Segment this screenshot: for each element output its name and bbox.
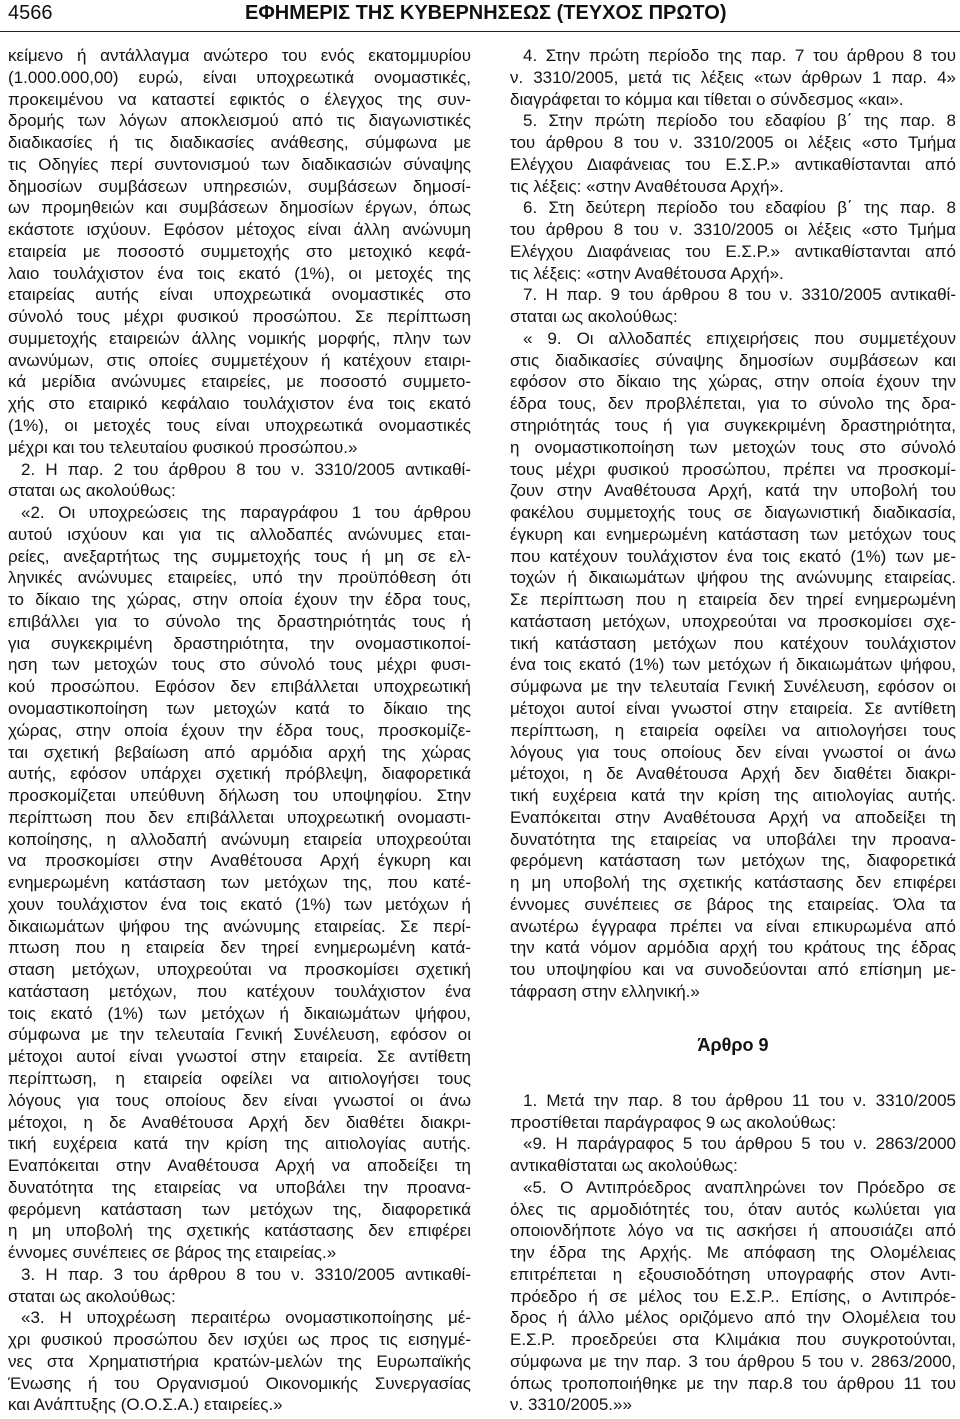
- text-line: Ελέγχου Διαφάνειας του Ε.Σ.Ρ.» αντικαθίστανται από: [510, 154, 956, 174]
- text-line: προσκομίζεται υπεύθυνη δήλωση του υποψηφίου. Στην: [8, 786, 471, 806]
- text-line: 6. Στη δεύτερη περίοδο του εδαφίου β΄ της παρ. 8: [523, 198, 956, 218]
- text-line: δυνατότητα της εταιρείας να υποβάλει την προανα-: [510, 829, 956, 849]
- text-line: δυνατότητα της εταιρείας να υποβάλει την προανα-: [8, 1177, 471, 1197]
- text-line: 4. Στην πρώτη περίοδο της παρ. 7 του άρθρου 8 του: [523, 46, 956, 65]
- text-line: τους μέχρι φυσικού προσώπου, πρέπει να προσκομί-: [510, 459, 956, 479]
- text-line: η μη υποβολή της σχετικής κατάστασης δεν επιφέρει: [510, 873, 956, 893]
- text-line: δρομής των λόγων αποκλεισμού από τις διαγωνιστικές: [8, 111, 471, 131]
- text-line: στηριότητάς τους ή για συγκεκριμένη δραστηριότητα,: [510, 416, 956, 436]
- text-line: κατάσταση μετόχων, που κατέχουν τουλάχιστον ένα: [8, 981, 471, 1001]
- text-line: επιβάλλει για το σύνολο της δραστηριότητάς τους ή: [8, 611, 471, 631]
- text-line: φακέλου συμμετοχής τους σε διαγωνιστική διαδικασία,: [510, 503, 956, 523]
- text-line: μέτοχοι, η δε Αναθέτουσα Αρχή δεν διαθέτει διακρι-: [510, 764, 956, 784]
- text-line: αντικαθίσταται ως ακολούθως:: [510, 1156, 738, 1176]
- text-line: που κατέχουν τουλάχιστον ένα τοις εκατό (1%) των με-: [510, 546, 956, 566]
- text-line: «3. Η υποχρέωση περαιτέρω ονομαστικοποίησης μέ-: [21, 1308, 471, 1328]
- gazette-title: ΕΦΗΜΕΡΙΣ ΤΗΣ ΚΥΒΕΡΝΗΣΕΩΣ (ΤΕΥΧΟΣ ΠΡΩΤΟ): [245, 2, 727, 24]
- text-line: νες στα Χρηματιστήρια κρατών-μελών της Ευρωπαϊκής: [8, 1351, 471, 1371]
- text-line: την κατά νόμον αρμόδια αρχή του κράτους της έδρας: [510, 938, 956, 958]
- paragraph: [8, 1264, 471, 1308]
- text-line: στις διαδικασίες σύναψης δημοσίων συμβάσεων και: [510, 350, 956, 370]
- text-line: « 9. Οι αλλοδαπές επιχειρήσεις που συμμετέχουν: [523, 328, 956, 348]
- text-line: φερόμενη κατάσταση των μετόχων της, διαφορετικά: [510, 851, 956, 871]
- text-line: σταση μετόχων, υποχρεούται να προσκομίσει σχετική: [8, 960, 471, 980]
- paragraph: [510, 284, 956, 328]
- text-line: έγκυρη και ενημερωμένη κατάσταση των μετόχων τους: [510, 524, 956, 544]
- text-line: του υποψηφίου και να συνοδεύονται από επίσημη με-: [510, 960, 956, 980]
- text-line: χρι φυσικού προσώπου δεν ισχύει ως προς τις εισηγμέ-: [8, 1330, 471, 1350]
- text-line: εταιρείας αυτής είναι υποχρεωτικά ονομαστικές στο: [8, 285, 471, 305]
- text-line: προστίθεται παράγραφος 9 ως ακολούθως:: [510, 1112, 837, 1132]
- paragraph: [8, 459, 471, 503]
- text-line: περίπτωση, η εταιρεία οφείλει να αιτιολογήσει τους: [8, 1068, 471, 1088]
- text-line: 5. Στην πρώτη περίοδο του εδαφίου β΄ της παρ. 8: [523, 111, 956, 131]
- text-line: τάφραση στην ελληνική.»: [510, 981, 700, 1001]
- text-line: τις λέξεις: «στην Αναθέτουσα Αρχή».: [510, 263, 784, 283]
- text-line: του άρθρου 8 του ν. 3310/2005 οι λέξεις «στο Τμήμα: [510, 220, 956, 240]
- text-line: πρόεδρο ή σε μέλος του Ε.Σ.Ρ.. Επίσης, ο Αντιπρόε-: [510, 1286, 956, 1306]
- text-line: σύμφωνα με την τελευταία Γενική Συνέλευση, εφόσον οι: [8, 1025, 471, 1045]
- text-line: η μη υποβολή της σχετικής κατάστασης δεν επιφέρει: [8, 1221, 471, 1241]
- right-column-text-bottom: [510, 1090, 956, 1416]
- text-line: τοχών ή δικαιωμάτων ψήφου της ανώνυμης εταιρείας.: [510, 568, 956, 588]
- text-line: η ονομαστικοποίηση των μετοχών τους στο σύνολό: [510, 437, 956, 457]
- text-line: περίπτωση που δεν επιβάλλεται υποχρεωτική ονομαστι-: [8, 807, 471, 827]
- text-line: 1. Μετά την παρ. 8 του άρθρου 11 του ν. 3310/2005: [523, 1090, 956, 1110]
- text-line: μέτοχοι, η δε Αναθέτουσα Αρχή δεν διαθέτει διακρι-: [8, 1112, 471, 1132]
- text-line: και Ανάπτυξης (Ο.Ο.Σ.Α.) εταιρείες.»: [8, 1395, 283, 1415]
- text-line: αυτής, εφόσον υπάρχει σχετική πρόβλεψη, διαφορετικά: [8, 764, 471, 784]
- text-line: όπως τροποποιήθηκε με την παρ.8 του άρθρου 11 του: [510, 1373, 956, 1393]
- text-line: «9. Η παράγραφος 5 του άρθρου 5 του ν. 2863/2000: [523, 1134, 956, 1154]
- text-line: ων προμηθειών και συμβάσεων δημοσίων έργων, όπως: [8, 198, 471, 218]
- text-line: χής στο εταιρικό κεφάλαιο τουλάχιστον ένα τοις εκατό: [8, 394, 471, 414]
- text-line: έννομες συνέπειες σε βάρος της εταιρείας.»: [8, 1243, 337, 1263]
- text-line: μέτοχοι αυτοί είναι γνωστοί στην εταιρεία. Σε αντίθετη: [8, 1047, 471, 1067]
- text-line: περίπτωση, η εταιρεία οφείλει να αιτιολογήσει τους: [510, 720, 956, 740]
- text-line: τική ευχέρεια κατά την κρίση της αιτιολογίας αυτής.: [510, 786, 956, 806]
- paragraph: [510, 1133, 956, 1177]
- text-line: ρείες, ανεξαρτήτως της συμμετοχής τους ή μη σε ελ-: [8, 546, 471, 566]
- text-line: επιτρέπεται η εξουσιοδότηση υπογραφής στον Αντι-: [510, 1264, 956, 1284]
- text-line: χώρας, στην οποία έχουν την έδρα τους, προσκομίζε-: [8, 720, 471, 740]
- text-line: Εναπόκειται στην Αναθέτουσα Αρχή να αποδείξει τη: [510, 807, 956, 827]
- left-column: [8, 45, 471, 1416]
- right-column-text-top: [510, 45, 956, 1003]
- text-line: «5. Ο Αντιπρόεδρος αναπληρώνει τον Πρόεδρο σε: [523, 1177, 956, 1197]
- paragraph: [510, 45, 956, 110]
- text-line: κοποίησης, η αλλοδαπή ανώνυμη εταιρεία υποχρεούται: [8, 829, 471, 849]
- text-line: την έδρα της Αρχής. Με απόφαση της Ολομέλειας: [510, 1243, 956, 1263]
- paragraph: [510, 1090, 956, 1134]
- text-line: «2. Οι υποχρεώσεις της παραγράφου 1 του άρθρου: [21, 503, 471, 523]
- text-line: ονομαστικοποίηση των μετοχών κατά το δίκαιο της: [8, 698, 471, 718]
- text-line: Ελέγχου Διαφάνειας του Ε.Σ.Ρ.» αντικαθίστανται από: [510, 241, 956, 261]
- text-line: όλες τις αρμοδιότητές του, όταν αυτός κωλύεται για: [510, 1199, 956, 1219]
- text-line: τοις εκατό (1%) των μετόχων ή δικαιωμάτων ψήφου,: [8, 1003, 471, 1023]
- text-line: πτωση που η εταιρεία δεν τηρεί ενημερωμένη κατά-: [8, 938, 471, 958]
- text-line: τις λέξεις: «στην Αναθέτουσα Αρχή».: [510, 176, 784, 196]
- text-line: μέχρι και του τελευταίου φυσικού προσώπου.»: [8, 437, 358, 457]
- text-line: (1.000.000,00) ευρώ, είναι υποχρεωτικά ονομαστικές,: [8, 67, 471, 87]
- text-line: ν. 3310/2005, μετά τις λέξεις «των άρθρων 1 παρ. 4»: [510, 67, 956, 87]
- text-line: κείμενο ή αντάλλαγμα ανώτερο του ενός εκατομμυρίου: [8, 46, 471, 65]
- text-line: ζουν στην Αναθέτουσα Αρχή, κατά την υποβολή του: [510, 481, 956, 501]
- text-line: ληνικές ανώνυμες εταιρείες, υπό την προϋπόθεση ότι: [8, 568, 471, 588]
- left-column-text: [8, 45, 471, 1416]
- text-line: Ένωσης ή του Οργανισμού Οικονομικής Συνεργασίας: [8, 1373, 471, 1393]
- text-line: ανωνύμων, στις οποίες συμμετέχουν ή κατέχουν εταιρι-: [8, 350, 471, 370]
- text-line: σταται ως ακολούθως:: [510, 307, 678, 327]
- text-line: έδρα τους, δεν προβλέπεται, για το σύνολο της δρα-: [510, 394, 956, 414]
- article-heading: Άρθρο 9: [697, 1035, 769, 1056]
- text-line: σταται ως ακολούθως:: [8, 1286, 176, 1306]
- text-line: διαδικασίες ή τις διαδικασίες ανάθεσης, σύμφωνα με: [8, 133, 471, 153]
- text-line: εκάστοτε ισχύουν. Εφόσον μέτοχος είναι άλλη ανώνυμη: [8, 220, 471, 240]
- text-line: διαγράφεται το κόμμα και τίθεται ο σύνδεσμος «και».: [510, 89, 904, 109]
- text-line: ανωτέρω έγγραφα πρέπει να είναι επικυρωμένα από: [510, 916, 956, 936]
- page-number: 4566: [8, 2, 53, 24]
- right-column: [510, 45, 956, 1416]
- text-line: λαιο τουλάχιστον ένα τοις εκατό (1%), οι μετοχές της: [8, 263, 471, 283]
- text-line: να προσκομίσει στην Αναθέτουσα Αρχή έγκυρη και: [8, 851, 471, 871]
- text-line: κατάσταση μετόχων, υποχρεούται να προσκομίσει σχε-: [510, 611, 956, 631]
- text-line: Σε περίπτωση που η εταιρεία δεν τηρεί ενημερωμένη: [510, 590, 956, 610]
- paragraph: [510, 197, 956, 284]
- text-line: ένα τοις εκατό (1%) των μετόχων ή δικαιωμάτων ψήφου,: [510, 655, 956, 675]
- text-line: το δίκαιο της χώρας, στην οποία έχουν την έδρα τους,: [8, 590, 471, 610]
- text-line: 7. Η παρ. 9 του άρθρου 8 του ν. 3310/2005 αντικαθί-: [523, 285, 956, 305]
- paragraph: [8, 502, 471, 1264]
- text-line: κού προσώπου. Εφόσον δεν επιβάλλεται υποχρεωτική: [8, 677, 471, 697]
- text-line: έννομες συνέπειες σε βάρος της εταιρείας. Όλα τα: [510, 894, 956, 914]
- text-line: οποιονδήποτε λόγο να τις ασκήσει ή απουσιάζει από: [510, 1221, 956, 1241]
- paragraph: [510, 110, 956, 197]
- text-line: ενημερωμένη κατάσταση των μετόχων της, που κατέ-: [8, 873, 471, 893]
- text-line: για συγκεκριμένη δραστηριότητα, την ονομαστικοποί-: [8, 633, 471, 653]
- text-line: σύνολό τους μέχρι φυσικού προσώπου. Σε περίπτωση: [8, 307, 471, 327]
- text-line: σύμφωνα με την παρ. 3 του άρθρου 5 του ν. 2863/2000,: [510, 1351, 956, 1371]
- text-line: τις Οδηγίες περί συντονισμού των διαδικασιών σύναψης: [8, 154, 471, 174]
- text-line: ται σχετική βεβαίωση από αρμόδια αρχή της χώρας: [8, 742, 471, 762]
- text-line: μέτοχοι αυτοί είναι γνωστοί στην εταιρεία. Σε αντίθετη: [510, 698, 956, 718]
- text-line: εταιρεία με ποσοστό συμμετοχής στο μετοχικό κεφά-: [8, 241, 471, 261]
- text-line: 3. Η παρ. 3 του άρθρου 8 του ν. 3310/2005 αντικαθί-: [21, 1264, 471, 1284]
- text-line: προκειμένου να καταστεί εφικτός ο έλεγχος της συν-: [8, 89, 471, 109]
- text-line: 2. Η παρ. 2 του άρθρου 8 του ν. 3310/2005 αντικαθί-: [21, 459, 471, 479]
- paragraph: [510, 328, 956, 1003]
- text-line: του άρθρου 8 του ν. 3310/2005 οι λέξεις «στο Τμήμα: [510, 133, 956, 153]
- text-line: ν. 3310/2005.»»: [510, 1395, 632, 1415]
- text-line: (1%), οι μετοχές τους είναι υποχρεωτικά ονομαστικές: [8, 416, 471, 436]
- paragraph: [510, 1177, 956, 1416]
- header-rule: [0, 31, 960, 32]
- text-line: αυτού ισχύουν και για τις αλλοδαπές ανώνυμες εται-: [8, 524, 471, 544]
- text-line: εφόσον στο δίκαιο της χώρας, στην οποία έχουν την: [510, 372, 956, 392]
- text-line: φερόμενη κατάσταση των μετόχων της, διαφορετικά: [8, 1199, 471, 1219]
- paragraph: [8, 45, 471, 459]
- text-line: δημοσίων συμβάσεων υπηρεσιών, συμβάσεων δημοσί-: [8, 176, 471, 196]
- text-line: χουν τουλάχιστον ένα τοις εκατό (1%) των μετόχων ή: [8, 894, 471, 914]
- text-line: τική κατάσταση μετόχων που κατέχουν τουλάχιστον: [510, 633, 956, 653]
- text-line: δικαιωμάτων ψήφου της ανώνυμης εταιρείας. Σε περί-: [8, 916, 471, 936]
- text-line: σύμφωνα με την τελευταία Γενική Συνέλευση, εφόσον οι: [510, 677, 956, 697]
- text-line: κά μερίδια ανώνυμες εταιρείες, με ποσοστό συμμετο-: [8, 372, 471, 392]
- text-line: Εναπόκειται στην Αναθέτουσα Αρχή να αποδείξει τη: [8, 1156, 471, 1176]
- text-line: ηση των μετοχών τους στο σύνολό τους μέχρι φυσι-: [8, 655, 471, 675]
- paragraph: [8, 1307, 471, 1416]
- text-line: Ε.Σ.Ρ. προεδρεύει στα Κλιμάκια που συγκροτούνται,: [510, 1330, 956, 1350]
- text-line: δρος ή άλλο μέλος οριζόμενο από την Ολομέλεια του: [510, 1308, 956, 1328]
- text-line: λόγους για τους οποίους δεν είναι γνωστοί οι άνω: [510, 742, 956, 762]
- text-line: συμμετοχής εταιρειών άλλης νομικής μορφής, πλην των: [8, 328, 471, 348]
- text-line: λόγους για τους οποίους δεν είναι γνωστοί οι άνω: [8, 1090, 471, 1110]
- text-line: τική ευχέρεια κατά την κρίση της αιτιολογίας αυτής.: [8, 1134, 471, 1154]
- text-line: σταται ως ακολούθως:: [8, 481, 176, 501]
